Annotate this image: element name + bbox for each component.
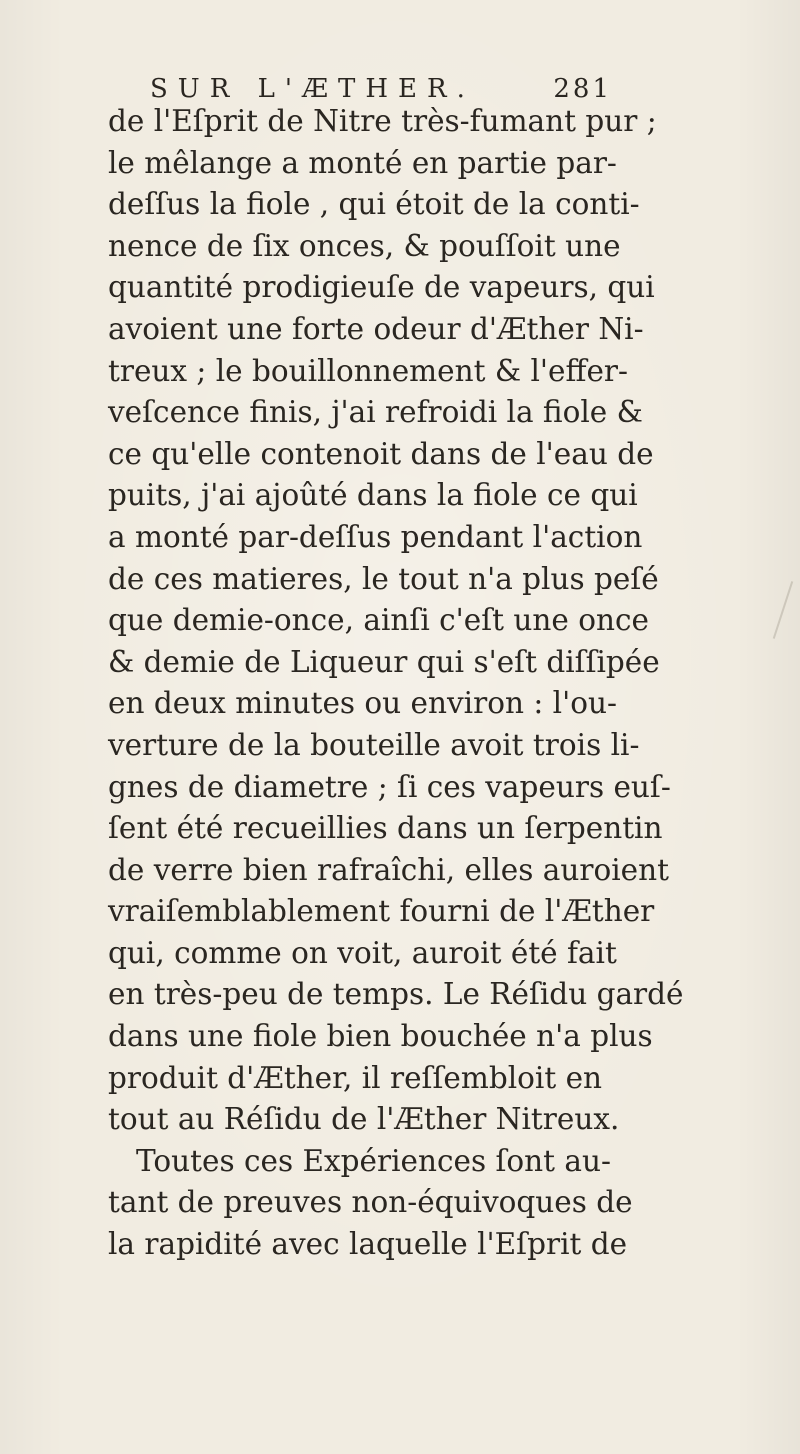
text-line: produit d'Æther, il reſſembloit en xyxy=(108,1060,603,1095)
text-line: ce qu'elle contenoit dans de l'eau de xyxy=(108,436,654,471)
text-line: en très-peu de temps. Le Réſidu gardé xyxy=(108,977,684,1012)
text-line: avoient une forte odeur d'Æther Ni- xyxy=(108,311,644,346)
text-line: & demie de Liqueur qui s'eſt diſſipée xyxy=(108,644,660,679)
text-line: quantité prodigieuſe de vapeurs, qui xyxy=(108,270,655,305)
page-number: 281 xyxy=(553,74,612,104)
running-head-title: SUR L'ÆTHER. xyxy=(150,74,475,104)
text-line: dans une fiole bien bouchée n'a plus xyxy=(108,1019,653,1054)
paragraph-start-line: Toutes ces Expériences ſont au- xyxy=(136,1143,611,1178)
text-line: vraiſemblablement fourni de l'Æther xyxy=(108,894,655,929)
text-line: nence de ſix onces, & pouſſoit une xyxy=(108,228,621,263)
text-line: gnes de diametre ; ſi ces vapeurs euſ- xyxy=(108,769,671,804)
text-line: de ces matieres, le tout n'a plus peſé xyxy=(108,561,659,596)
text-line: de verre bien rafraîchi, elles auroient xyxy=(108,852,669,887)
text-line: a monté par-deſſus pendant l'action xyxy=(108,519,643,554)
text-line: treux ; le bouillonnement & l'effer- xyxy=(108,353,628,388)
body-text xyxy=(108,101,708,1266)
text-line: le mêlange a monté en partie par- xyxy=(108,145,617,180)
paper-crease-mark xyxy=(773,581,793,639)
text-line: tout au Réſidu de l'Æther Nitreux. xyxy=(108,1102,620,1137)
text-line: que demie-once, ainſi c'eſt une once xyxy=(108,603,649,638)
text-line: en deux minutes ou environ : l'ou- xyxy=(108,686,617,721)
text-line: puits, j'ai ajoûté dans la fiole ce qui xyxy=(108,478,638,513)
text-line: de l'Eſprit de Nitre très-fumant pur ; xyxy=(108,104,657,138)
text-line: tant de preuves non-équivoques de xyxy=(108,1185,633,1220)
text-line: verture de la bouteille avoit trois li- xyxy=(108,727,640,762)
text-line: qui, comme on voit, auroit été fait xyxy=(108,935,617,970)
text-line: ſent été recueillies dans un ſerpentin xyxy=(108,811,663,846)
text-line: veſcence finis, j'ai refroidi la fiole & xyxy=(108,395,643,430)
text-line: la rapidité avec laquelle l'Eſprit de xyxy=(108,1227,628,1262)
text-line: deſſus la fiole , qui étoit de la conti- xyxy=(108,187,640,222)
